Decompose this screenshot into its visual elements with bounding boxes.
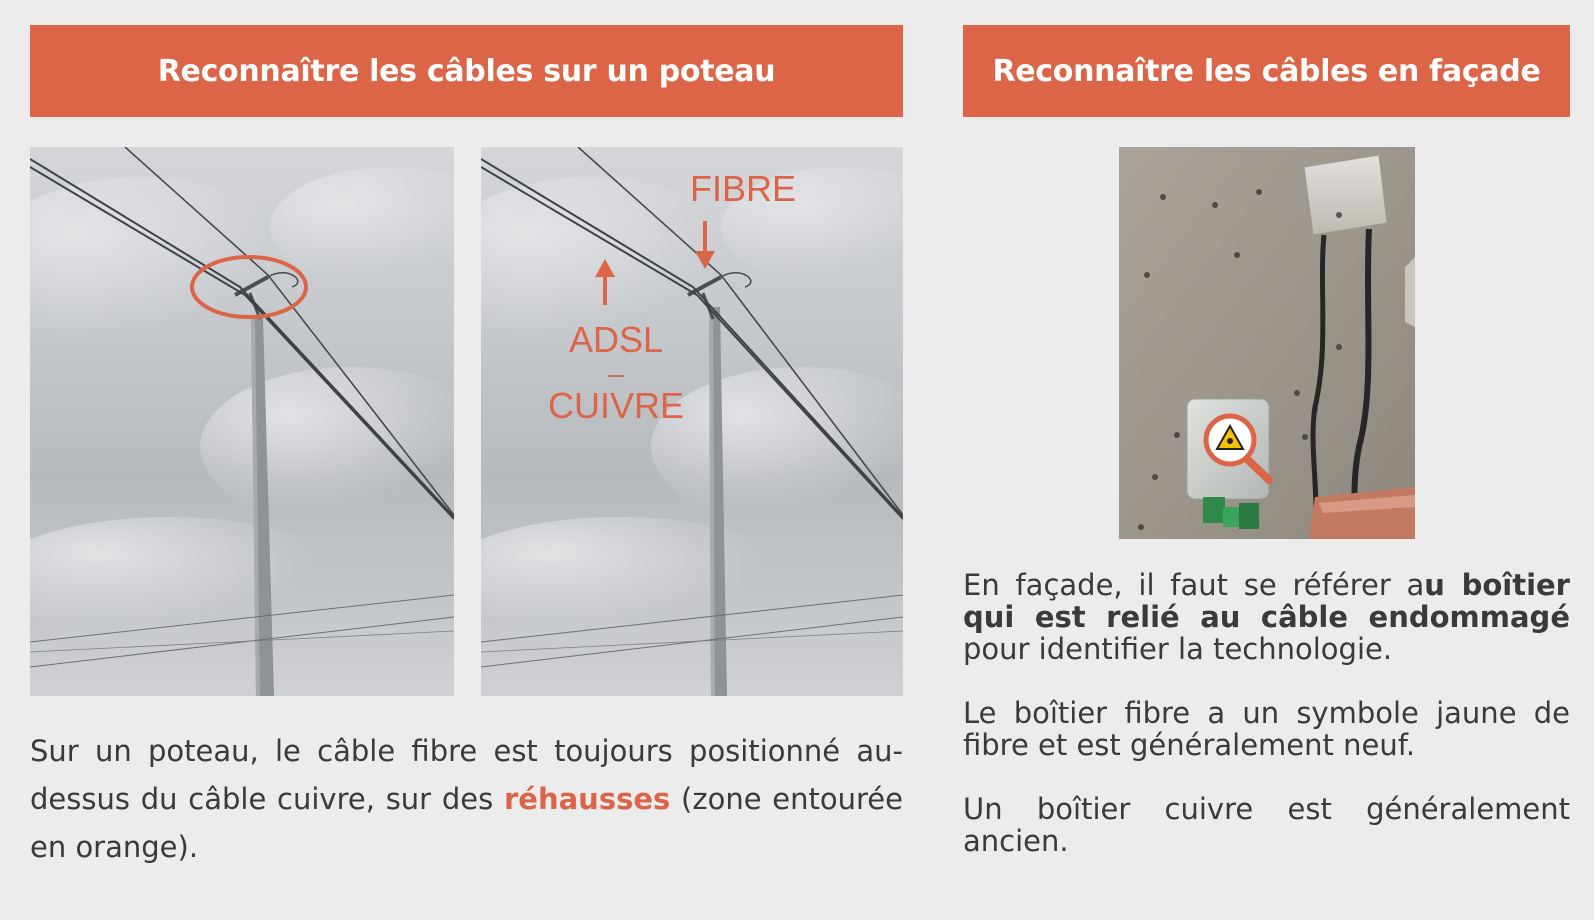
facade-p1-end: pour identifier la technologie. xyxy=(963,632,1393,666)
pole-caption-end: (zone entourée en orange). xyxy=(30,782,903,864)
pole-photo-svg xyxy=(30,147,454,696)
pole-photo-circled xyxy=(30,147,454,696)
facade-paragraph-3: Un boîtier cuivre est généralement ancien. xyxy=(963,792,1570,858)
facade-p1-text: En façade, il faut se référer a xyxy=(963,568,1425,602)
pole-caption-text: Sur un poteau, le câble fibre est toujours positionné au-dessus du câble cuivre, sur des xyxy=(30,734,903,816)
adsl-cuivre-dash: – xyxy=(608,358,624,389)
pole-section-title: Reconnaître les câbles sur un poteau xyxy=(30,25,903,117)
facade-boxes-photo xyxy=(1119,147,1415,539)
cuivre-label: CUIVRE xyxy=(547,385,685,426)
pole-photo-labeled xyxy=(481,147,903,696)
facade-p1-bold: u boîtier qui est relié au câble endommagé xyxy=(963,568,1570,634)
facade-photo-svg xyxy=(1119,147,1415,539)
facade-paragraph-1 xyxy=(963,569,1570,665)
facade-section-title: Reconnaître les câbles en façade xyxy=(963,25,1570,117)
rehausses-highlight: réhausses xyxy=(503,782,671,816)
pole-photo-labeled-svg xyxy=(481,147,903,696)
pole-caption xyxy=(30,727,903,871)
fibre-label: FIBRE xyxy=(689,168,797,209)
facade-paragraph-2: Le boîtier fibre a un symbole jaune de fibre et est généralement neuf. xyxy=(963,696,1570,762)
adsl-label: ADSL xyxy=(568,319,664,360)
